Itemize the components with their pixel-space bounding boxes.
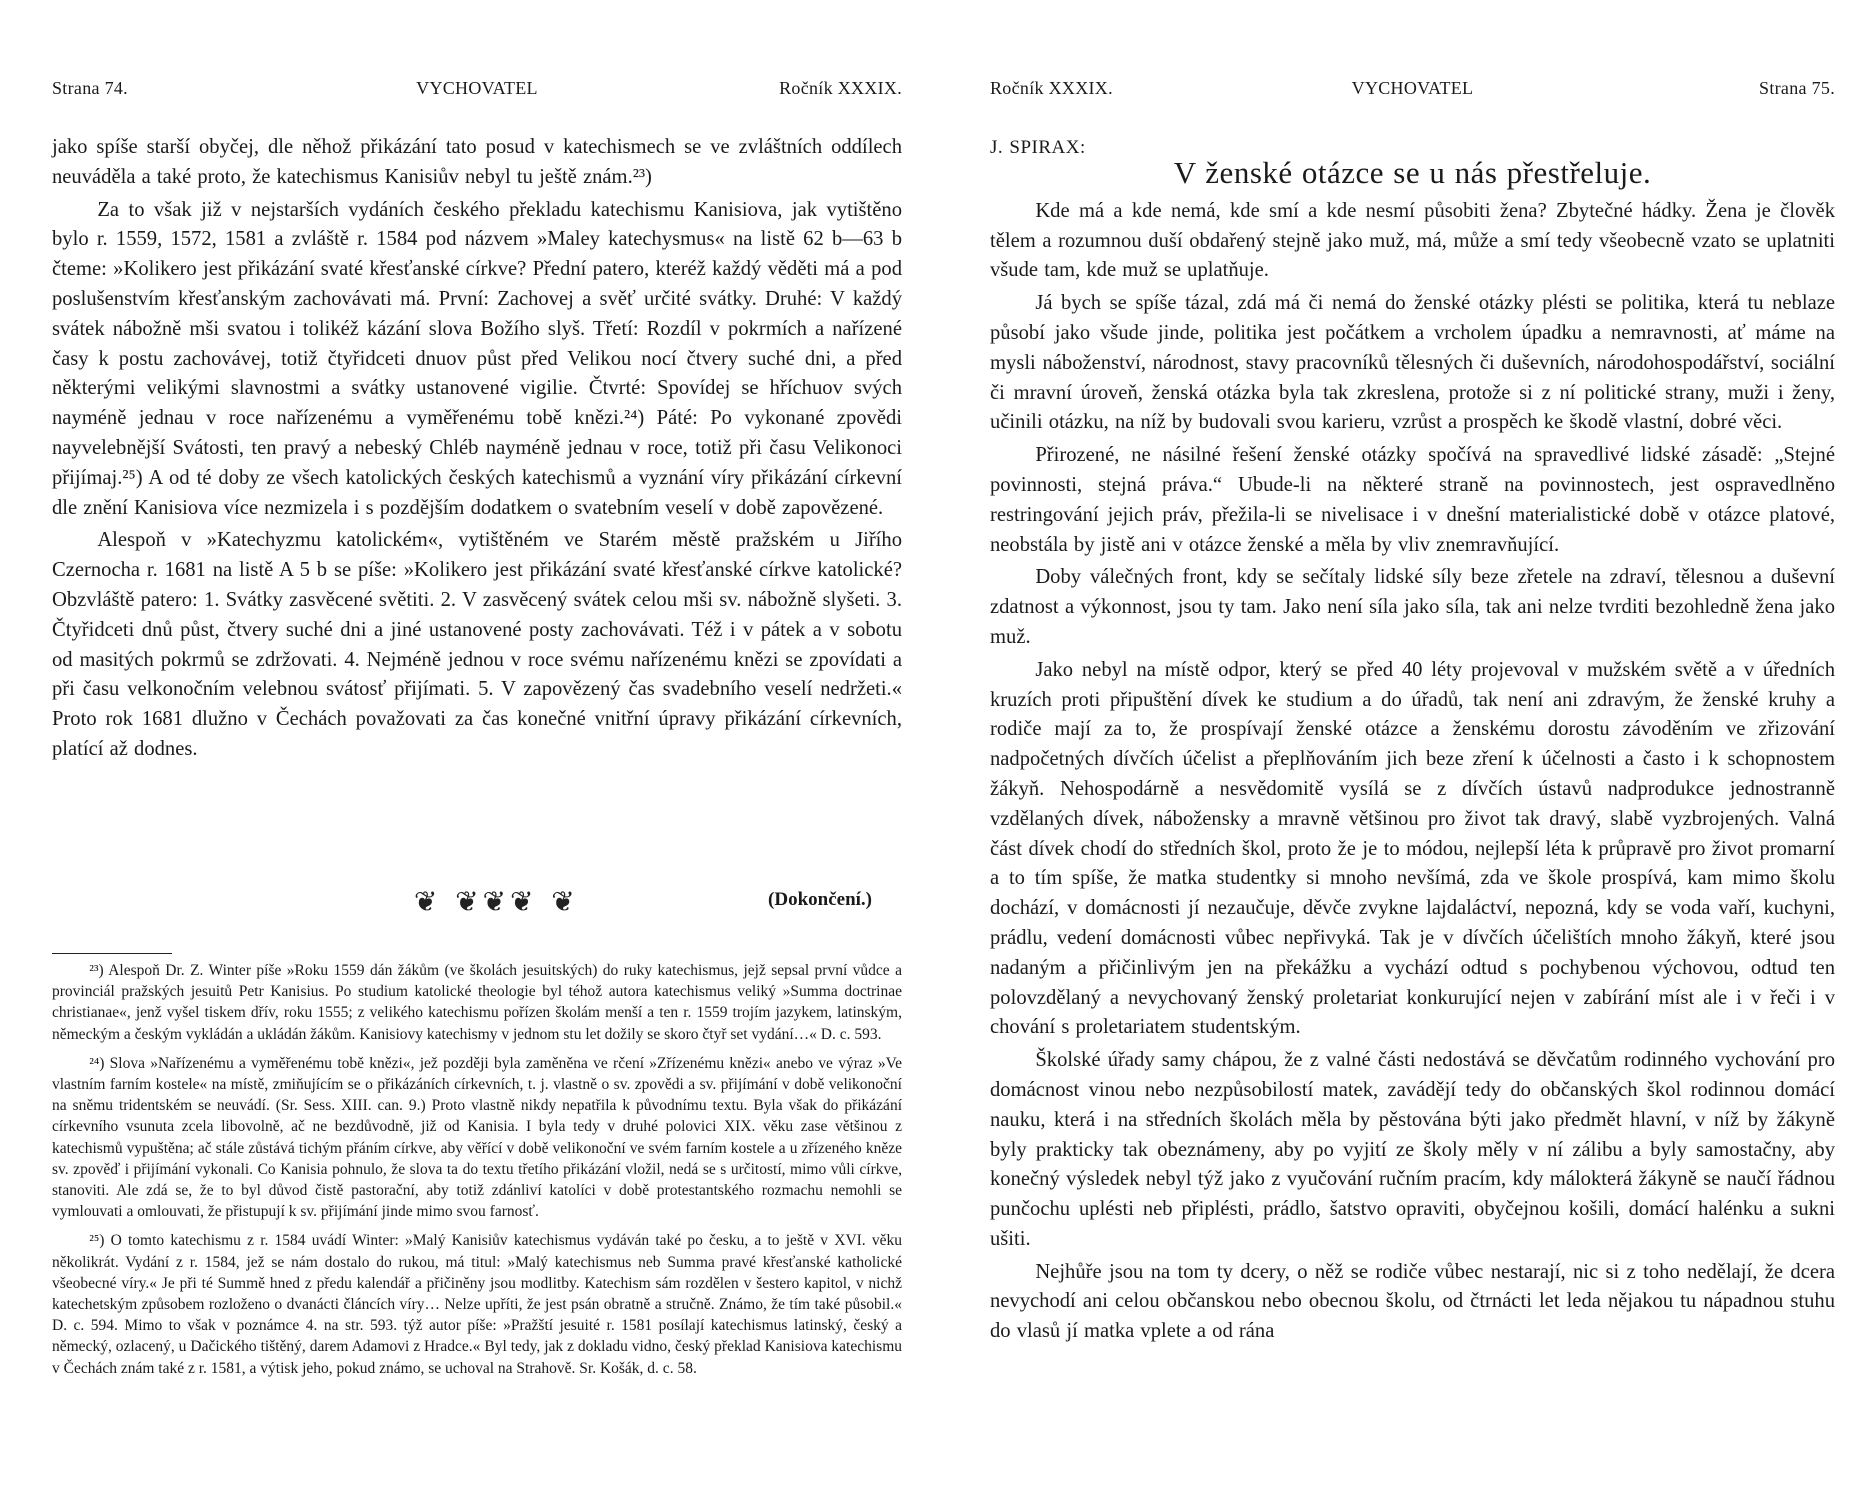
journal-title: VYCHOVATEL <box>416 78 538 98</box>
left-body-text <box>52 133 902 765</box>
running-head-right <box>990 78 1835 104</box>
paragraph: jako spíše starší obyčej, dle něhož přikázání tato posud v katechismech se ve zvláštních oddílech neuváděla a také proto, že katechismus Kanisiův nebyl tu ještě znám.²³) <box>52 136 902 188</box>
footnote: ²⁴) Slova »Nařízenému a vyměřenému tobě knězi«, jež později byla zaměněna ve rčení »Zřízenému knězi« anebo ve výraz »Ve vlastním farním kostele« na místě, zmiňujícím se o přikázáních církevních, t. j. vlastně o sv. zpovědi a sv. přijímání v době velikonoční na sněmu tridentském se neuvádí. (Sr. Sess. XIII. can. 9.) Proto vlastně nikdy nepatřila k původnímu textu. Byla však do přikázání církevního vsunuta zcela libovolně, ač ne bezdůvodně, již od Kanisia. I byla tedy v druhé polovici XIX. věku zase většinou z katechismů vypuštěna; ač stále zůstává tichým přáním církve, aby věřící v době velikonoční ve svém farním kostele a u zřízeného kněze sv. zpověď i přijímání vykonali. Co Kanisia pohnulo, že slova ta do textu třetího přikázání vložil, nedá se s určitostí, mimo vůli církve, stanoviti. Ale zdá se, že to byl důvod čistě pastorační, aby totiž zdánliví katolíci v době protestantského rozmachu nemohli se vymlouvati a omlouvati, že přistupují k sv. přijímání jinde mimo svou farnosť. <box>52 1054 902 1221</box>
footnote: ²⁵) O tomto katechismu z r. 1584 uvádí Winter: »Malý Kanisiův katechismus vydáván také po česku, a to ještě v XVI. věku několikrát. Vydání z r. 1584, jež se nám dostalo do rukou, má titul: »Malý katechismus neb Summa pravé křesťanské katholické všeobecné víry.« Je při té Summě hned z předu kalendář a přičiněny jsou modlitby. Katechism sám rozdělen v šestero kapitol, v nichž katechetským způsobem rozloženo o dvanácti článcích víry… Nelze upříti, že jest psán obratně a stručně. Známo, že tím také působil.« D. c. 594. Mimo to však v poznámce 4. na str. 593. týž autor píše: »Pražští jesuité r. 1581 posílají katechismus latinský, český a německý, ozlacený, u Dačického tištěný, darem Adamovi z Hradce.« Byl tedy, jak z dokladu vidno, český překlad Kanisiova katechismu v Čechách znám také z r. 1581, a výtisk jeho, pokud známo, se uchoval na Strahově. Sr. Košák, d. c. 58. <box>52 1232 902 1377</box>
running-head-left <box>52 78 902 104</box>
article-title: V ženské otázce se u nás přestřeluje. <box>1173 154 1652 190</box>
continuation-note: (Dokončení.) <box>768 889 872 910</box>
ornament-icon: ❦ ❦❦❦ ❦ <box>414 885 579 918</box>
journal-title: VYCHOVATEL <box>1351 78 1474 98</box>
paragraph: Jako nebyl na místě odpor, který se před 40 léty projevoval v mužském světě a v úředních kruzích proti připuštění dívek ke studium a do úřadů, tak není ani zdravým, že ženské kruhy a rodiče mají za to, že prospívají ženské otázce a ženskému dorostu závoděním ve zřizování nadpočetných dívčích účelist a přeplňováním jich beze zření k účelnosti a často i k schopnostem žákyň. Nehospodárně a nesvědomitě vysílá se z dívčích ústavů nadprodukce jednostranně vzdělaných dívek, nábožensky a mravně většinou pro život tak dravý, slabě vyzbrojených. Valná část dívek chodí do středních škol, proto že je to módou, nejlepší léta k průpravě pro život promarní a to tím spíše, že matka studentky si mnoho nevšímá, zda ve škole prospívá, kam mimo školu dochází, v domácnosti jí nezaučuje, děvče zvykne lajdaláctví, nepozná, kdy se voda vaří, kuchyni, prádlu, vedení domácnosti vůbec nepřivyká. Tak je v dívčích účelištích mnoho žákyň, které jsou nadaným a přičinlivým jen na překážku a vychází odtud s pochybenou výchovou, odtud ten polovzdělaný a nevychovaný ženský proletariat konkurující nejen v zabírání míst ale i v řeči i v chování s proletariatem studentským. <box>990 658 1835 1039</box>
paragraph: Já bych se spíše tázal, zdá má či nemá do ženské otázky plésti se politika, která tu neblaze působí jako všude jinde, politika jest počátkem a vrcholem úpadku a nemravnosti, ať máme na mysli náboženství, národnost, stavy pracovníků tělesných či duševních, národohospodářství, sociální či mravní úroveň, ženská otázka byla tak zkreslena, protože si z ní politické strany, muži i ženy, učinili otázku, na níž by budovali svou karieru, vzrůst a prospěch ke škodě vlastní, dobré věci. <box>990 292 1835 434</box>
page-number: Strana 75. <box>1759 78 1835 98</box>
paragraph: Doby válečných front, kdy se sečítaly lidské síly beze zřetele na zdraví, tělesnou a duševní zdatnost a výkonnost, jsou ty tam. Jako není síla jako síla, tak ani nelze tvrditi bezohledně žena jako muž. <box>990 566 1835 648</box>
footnote-divider <box>52 953 172 954</box>
footnote: ²³) Alespoň Dr. Z. Winter píše »Roku 1559 dán žákům (ve školách jesuitských) do ruky katechismus, jejž sepsal první vůdce a provinciál pražských jesuitů Petr Kanisius. Po studium katolické theologie byl téhož autora katechismus veliký »Summa doctrinae christianae«, jenž vyšel tiskem dřív, roku 1555; z velikého katechismu pořízen školám menší a ten r. 1559 trojím jazykem, latinským, německým a českým vykládán a ukládán žákům. Kanisiovy katechismy v jednom stu let dožily se skoro čtyř set vydání…« D. c. 593. <box>52 962 902 1043</box>
left-page <box>52 0 902 1500</box>
footnotes <box>52 960 902 1387</box>
volume-label: Ročník XXXIX. <box>990 78 1113 98</box>
section-end <box>52 885 902 919</box>
right-page <box>990 0 1835 1500</box>
right-body-text <box>990 133 1835 1347</box>
article-author: J. SPIRAX: <box>990 137 1086 158</box>
paragraph: Kde má a kde nemá, kde smí a kde nesmí působiti žena? Zbytečné hádky. Žena je člověk tělem a rozumnou duší obdařený stejně jako muž, má, může a smí tedy všeobecně vzato se uplatniti všude tam, kde muž se uplatňuje. <box>990 199 1835 282</box>
paragraph: Přirozené, ne násilné řešení ženské otázky spočívá na spravedlivé lidské zásadě: „Stejné povinnosti, stejná práva.“ Ubude-li na některé straně na povinnostech, jest ospravedlněno restringování jejich práv, přežila-li se nivelisace i v dnešní materialistické době v otázce platové, neobstála by jistě ani v otázce ženské a měla by vliv znemravňující. <box>990 444 1835 556</box>
page-number: Strana 74. <box>52 78 128 98</box>
paragraph: Školské úřady samy chápou, že z valné části nedostává se děvčatům rodinného vychování pro domácnost vinou nebo nezpůsobilostí matek, zavádějí tedy do občanských škol rodinnou domácí nauku, která i na středních školách měla by pěstována býti jako předmět hlavní, v níž by žákyně byly prakticky tak obeznámeny, aby po vyjití ze školy měly v ní zálibu a byly samostačny, aby konečný výsledek nebyl týž jako z vyučování ručním pracím, kdy málokterá žákyně se naučí řádnou punčochu uplésti neb připlésti, prádlo, šatstvo opraviti, obyčejnou košili, domácí halénku a sukni ušiti. <box>990 1049 1835 1250</box>
paragraph: Za to však již v nejstarších vydáních českého překladu katechismu Kanisiova, jak vytištěno bylo r. 1559, 1572, 1581 a zvláště r. 1584 pod názvem »Maley katechysmus« na listě 62 b—63 b čteme: »Kolikero jest přikázání svaté křesťanské církve? Přední patero, kteréž každý věděti má a pod poslušenstvím křesťanským zachovávati má. První: Zachovej a svěť určité svátky. Druhé: V každý svátek nábožně mši svatou i tolikéž kázání slova Božího slyš. Třetí: Rozdíl v pokrmích a nařízené časy k postu zachovávej, totiž čtyřidceti dnuov půst před Velikou nocí čtvery suché dni, a před některými velikými slavnostmi a svátky ustanovené vigilie. Čtvrté: Spovídej se hříchuov svých nayméně jednau v roce nařízenému a vyměřenému tobě knězi.²⁴) Páté: Po vykonané zpovědi nayvelebnější Svátosti, ten pravý a nebeský Chléb nayméně jednau v roce, totiž při času Velikonoci přijímaj.²⁵) A od té doby ze všech katolických českých katechismů a vyznání víry přikázání církevní dle znění Kanisiova více nezmizela i s pozdějším dodatkem o svatebním veselí v době zapovězené. <box>52 198 902 519</box>
paragraph: Alespoň v »Katechyzmu katolickém«, vytištěném ve Starém městě pražském u Jiřího Czernocha r. 1681 na listě A 5 b se píše: »Kolikero jest přikázání svaté křesťanské církve katolické? Obzvláště patero: 1. Svátky zasvěcené světiti. 2. V zasvěcený svátek celou mši sv. nábožně slyšeti. 3. Čtyřidceti dnů půst, čtvery suché dni a jiné ustanovené posty zachovávati. Též i v pátek a v sobotu od masitých pokrmů se zdržovati. 4. Nejméně jednou v roce svému nařízenému knězi se zpovídati a při času velkonočním velebnou svátosť přijímati. 5. V zapovězený čas svadebního veselí nedržeti.« Proto rok 1681 dlužno v Čechách považovati za čas konečné vnitřní úpravy přikázání církevních, platící až dodnes. <box>52 529 902 760</box>
paragraph: Nejhůře jsou na tom ty dcery, o něž se rodiče vůbec nestarají, nic si z toho nedělají, že dcera nevychodí ani celou občanskou nebo obecnou školu, od čtrnácti let leda nějakou tu nápadnou stuhu do vlasů jí matka vplete a od rána <box>990 1260 1835 1343</box>
volume-label: Ročník XXXIX. <box>779 78 902 98</box>
